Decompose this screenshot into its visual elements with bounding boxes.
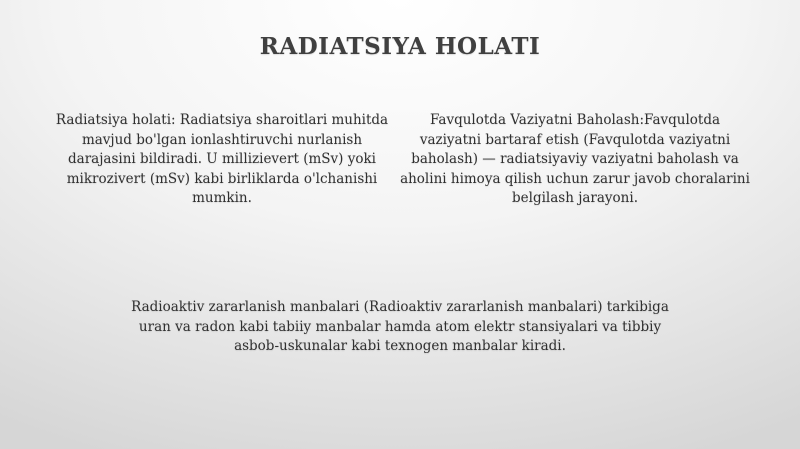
contamination-sources-paragraph: Radioaktiv zararlanish manbalari (Radioaktiv zararlanish manbalari) tarkibiga uran va radon kabi tabiiy manbalar hamda atom elektr stansiyalari va tibbiy asbob-uskunalar kabi texnogen manbalar kiradi. [131, 299, 669, 354]
emergency-assessment-paragraph: Favqulotda Vaziyatni Baholash:Favqulotda vaziyatni bartaraf etish (Favqulotda vaziyatni baholash) — radiatsiyaviy vaziyatni baholash va aholini himoya qilish uchun zarur javob choralarini belgilash jarayoni. [400, 112, 750, 206]
radiation-status-paragraph: Radiatsiya holati: Radiatsiya sharoitlari muhitda mavjud bo'lgan ionlashtiruvchi nurlanish darajasini bildiradi. U millizievert (mSv) yoki mikrozivert (mSv) kabi birliklarda o'lchanishi mumkin. [55, 112, 389, 206]
slide-title: RADIATSIYA HOLATI [259, 33, 541, 60]
